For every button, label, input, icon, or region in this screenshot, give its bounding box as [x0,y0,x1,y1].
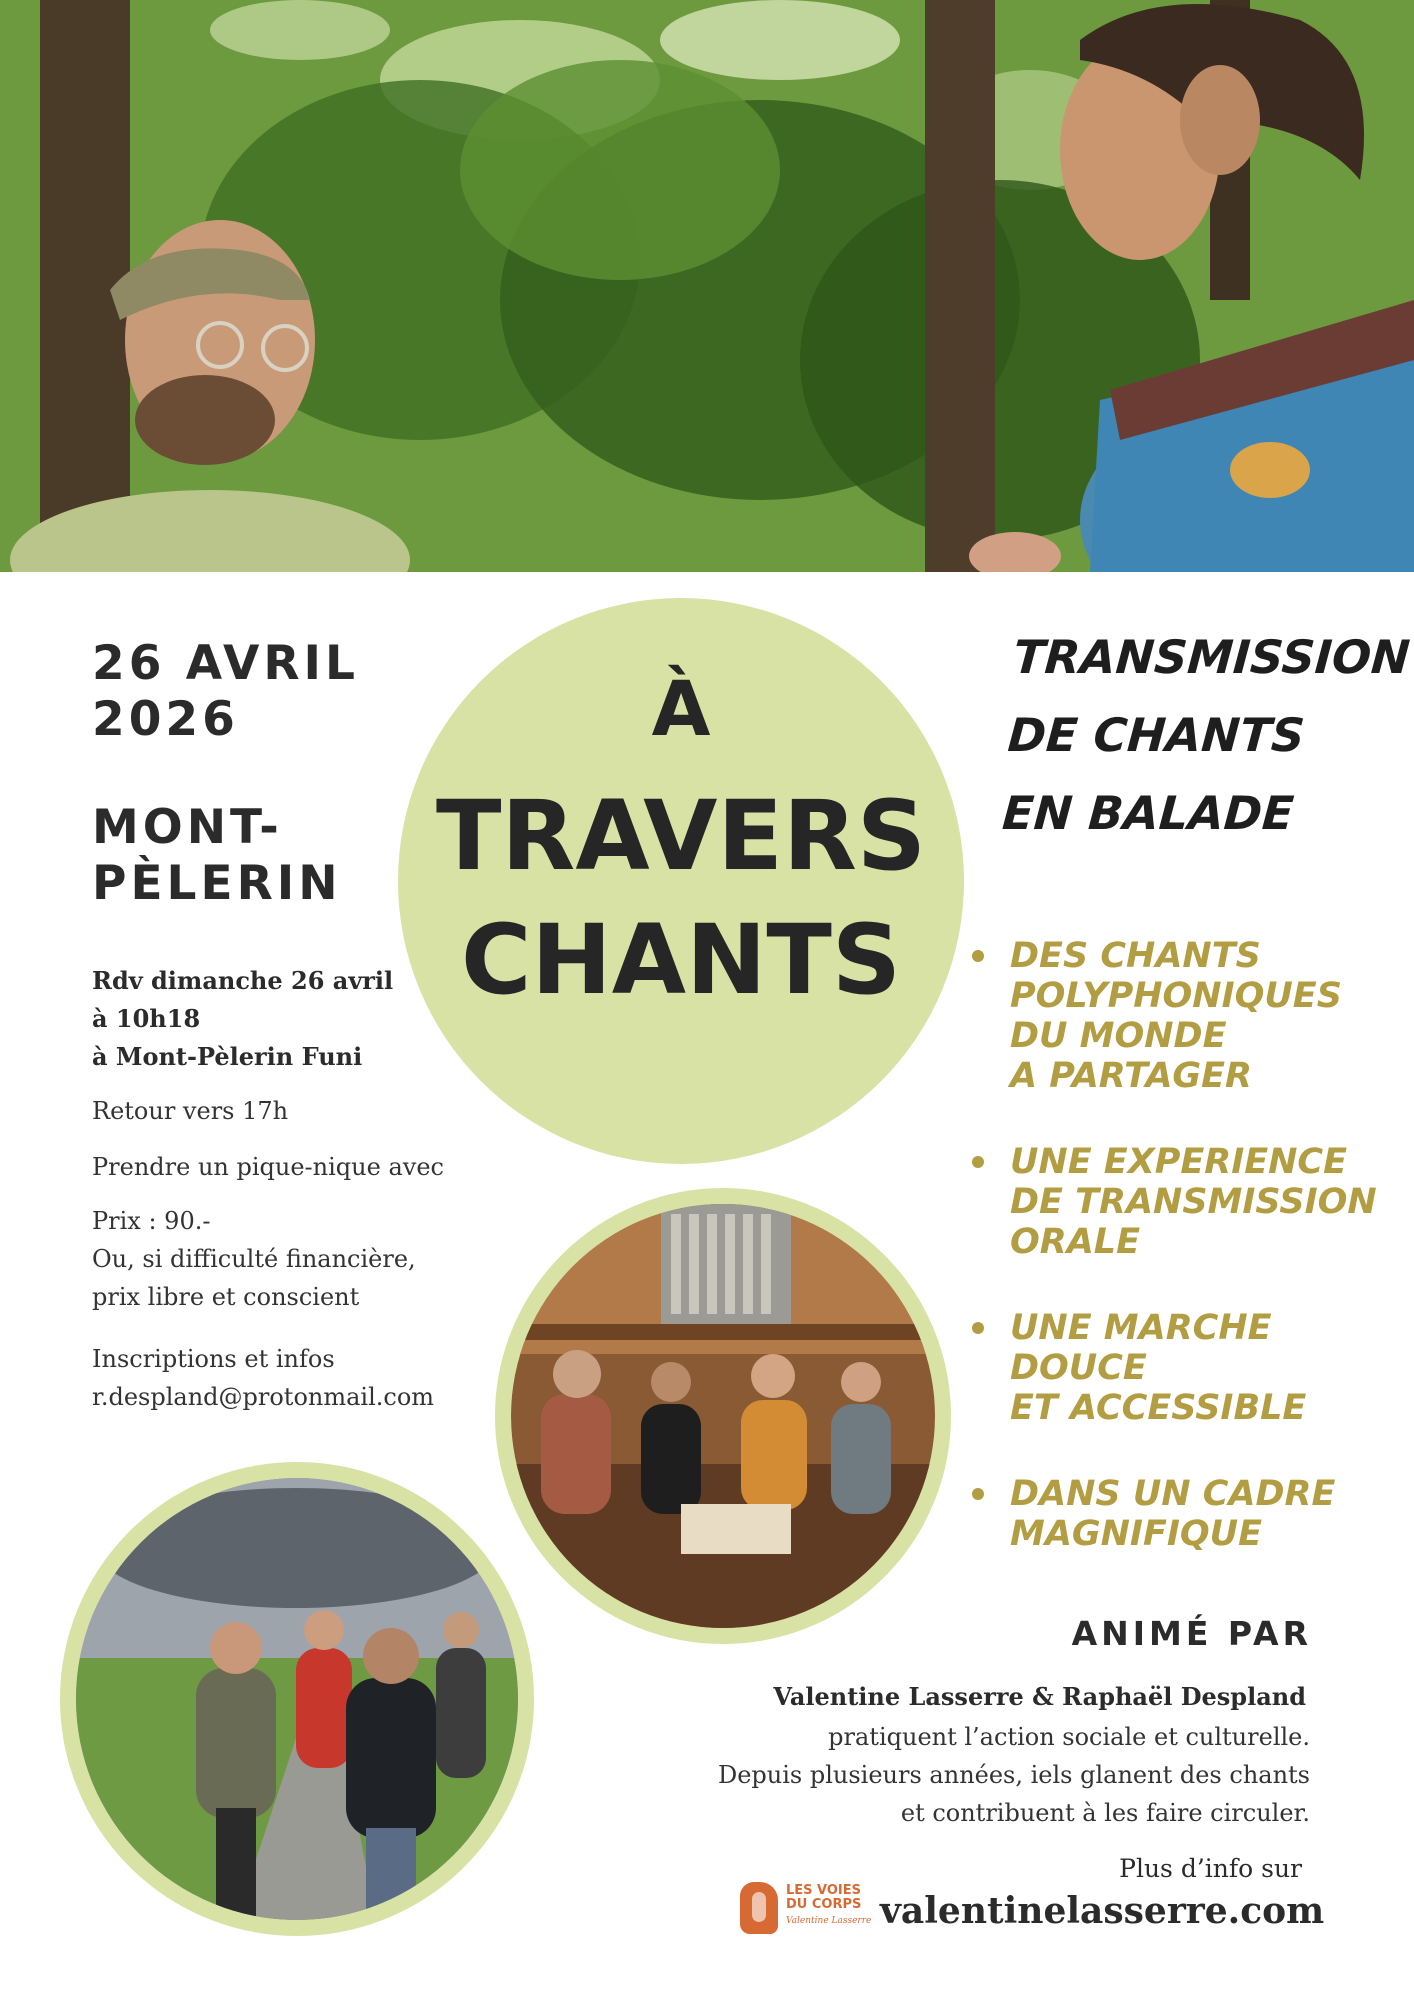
hosts-label: ANIMÉ PAR [1071,1614,1312,1653]
list-item-line: UNE EXPERIENCE [1010,1142,1348,1182]
title-line: À [651,664,711,753]
price-line: Prix : 90.- [92,1207,211,1235]
description-line: Depuis plusieurs années, iels glanent des chants [717,1761,1310,1789]
rendezvous-line: à 10h18 [92,1004,201,1033]
list-item-line: DE TRANSMISSION [1010,1182,1377,1222]
website-link[interactable]: valentinelasserre.com [880,1890,1325,1932]
logo-text: DU CORPS [786,1897,862,1912]
contact-block [92,1340,512,1416]
walk-illustration [76,1478,518,1920]
tagline-line: EN BALADE [1000,786,1296,840]
list-item [972,1474,1392,1554]
tagline-line: TRANSMISSION [1011,630,1412,684]
list-item [972,1142,1392,1262]
price-block [92,1202,512,1316]
hosts-description [600,1718,1310,1832]
title-circle [398,598,964,1164]
tagline-line: DE CHANTS [1006,708,1307,762]
logo-text: LES VOIES [786,1883,862,1898]
walk-photo [60,1462,534,1936]
bullet-dot-icon [972,950,984,962]
brand-logo [740,1880,880,1938]
contact-email[interactable]: r.despland@protonmail.com [92,1383,435,1411]
price-line: prix libre et conscient [92,1283,360,1311]
logo-signature: Valentine Lasserre [786,1916,872,1926]
bullet-dot-icon [972,1322,984,1334]
picnic-note: Prendre un pique-nique avec [92,1153,444,1181]
church-photo [495,1188,951,1644]
bullet-dot-icon [972,1156,984,1168]
list-item-line: A PARTAGER [1010,1056,1253,1096]
hero-illustration [0,0,1414,572]
hosts-names: Valentine Lasserre & Raphaël Despland [773,1682,1306,1711]
church-illustration [511,1204,935,1628]
title-line: CHANTS [460,904,902,1016]
contact-label: Inscriptions et infos [92,1345,335,1373]
rendezvous-line: à Mont-Pèlerin Funi [92,1042,363,1071]
hero-photo [0,0,1414,572]
event-place: MONT-PÈLERIN [92,800,342,911]
description-line: pratiquent l’action sociale et culturelle. [828,1723,1310,1751]
rendezvous-line: Rdv dimanche 26 avril [92,966,394,995]
list-item-line: ET ACCESSIBLE [1010,1388,1307,1428]
logo-mark-icon [740,1882,778,1934]
tagline [1000,618,1412,852]
list-item-line: ORALE [1010,1222,1141,1262]
list-item-line: MAGNIFIQUE [1010,1514,1262,1554]
bullet-dot-icon [972,1488,984,1500]
list-item [972,936,1392,1096]
feature-list [972,936,1392,1600]
list-item-line: UNE MARCHE [1010,1308,1272,1348]
more-info-label: Plus d’info sur [1119,1854,1302,1883]
list-item [972,1308,1392,1428]
list-item-line: DES CHANTS [1010,936,1261,976]
return-time: Retour vers 17h [92,1097,289,1125]
list-item-line: DANS UN CADRE [1010,1474,1336,1514]
price-line: Ou, si difficulté financière, [92,1245,416,1273]
event-date: 26 AVRIL 2026 [92,636,359,747]
list-item-line: DU MONDE [1010,1016,1227,1056]
description-line: et contribuent à les faire circuler. [900,1799,1310,1827]
title-line: TRAVERS [435,780,927,892]
list-item-line: POLYPHONIQUES [1010,976,1342,1016]
list-item-line: DOUCE [1010,1348,1147,1388]
